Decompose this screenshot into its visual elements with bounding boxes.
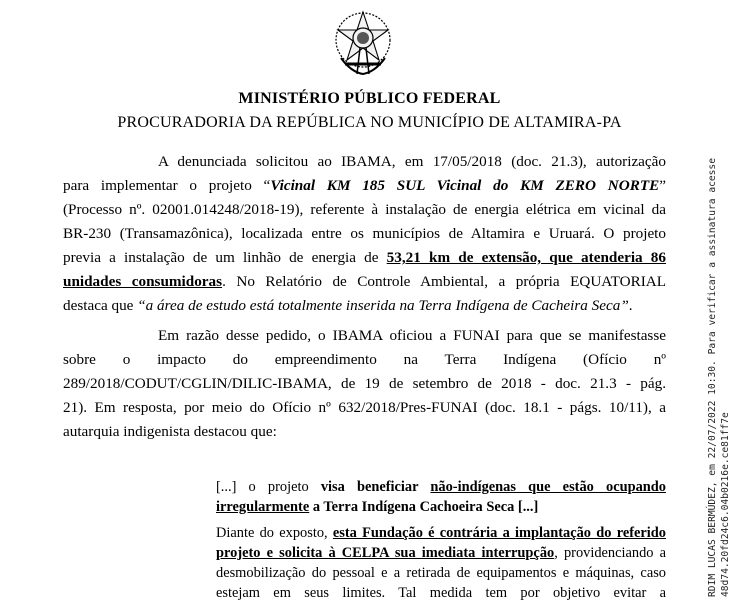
paragraph-2-line-2: sobre o impacto do empreendimento na Terra Indígena (Ofício nº bbox=[63, 351, 666, 368]
coat-of-arms-icon bbox=[327, 6, 399, 78]
paragraph-1-line-2: para implementar o projeto “Vicinal KM 185 SUL Vicinal do KM ZERO NORTE” bbox=[63, 177, 666, 194]
paragraph-1-line-5: previa a instalação de um linhão de energia de 53,21 km de extensão, que atenderia 86 bbox=[63, 249, 666, 266]
quote-line-5: desmobilização do pessoal e a retirada de equipamentos e máquinas, caso bbox=[216, 565, 666, 581]
paragraph-2-line-3: 289/2018/CODUT/CGLIN/DILIC-IBAMA, de 19 de setembro de 2018 - doc. 21.3 - pág. bbox=[63, 375, 666, 392]
quote-line-3: Diante do exposto, esta Fundação é contrária a implantação do referido bbox=[216, 525, 666, 541]
paragraph-1-line-3: (Processo nº. 02001.014248/2018-19), referente à instalação de energia elétrica em vicinal da bbox=[63, 201, 666, 218]
ministry-title: MINISTÉRIO PÚBLICO FEDERAL bbox=[238, 90, 501, 107]
paragraph-1-line-4: BR-230 (Transamazônica), localizada entre os municípios de Altamira e Uruará. O projeto bbox=[63, 225, 666, 242]
project-name: Vicinal KM 185 SUL Vicinal do KM ZERO NORTE bbox=[270, 177, 660, 194]
paragraph-2-line-5: autarquia indigenista destacou que: bbox=[63, 423, 277, 440]
quote-line-6: estejam em seus limites. Tal medida tem por objetivo evitar a bbox=[216, 585, 666, 601]
consumer-units-highlight: unidades consumidoras bbox=[63, 273, 223, 290]
report-quote: “a área de estudo está totalmente inserida na Terra Indígena de Cacheira Seca” bbox=[137, 297, 629, 314]
quote-line-1: [...] o projeto visa beneficiar não-indígenas que estão ocupando bbox=[216, 479, 666, 495]
paragraph-2-line-1: Em razão desse pedido, o IBAMA oficiou a FUNAI para que se manifestasse bbox=[158, 327, 666, 344]
quote-line-4: projeto e solicita à CELPA sua imediata interrupção, providenciando a bbox=[216, 545, 666, 561]
paragraph-1-line-1: A denunciada solicitou ao IBAMA, em 17/05/2018 (doc. 21.3), autorização bbox=[158, 153, 666, 170]
paragraph-1-line-7: destaca que “a área de estudo está totalmente inserida na Terra Indígena de Cacheira Seca”. bbox=[63, 297, 633, 314]
quote-line-2: irregularmente a Terra Indígena Cachoeira Seca [...] bbox=[216, 499, 539, 515]
paragraph-1-line-6: unidades consumidoras. No Relatório de Controle Ambiental, a própria EQUATORIAL bbox=[63, 273, 666, 290]
signature-verification-note: RDIM LUCAS BERMÚDEZ, em 22/07/2022 10:30. Para verificar a assinatura acesse 48d74.20fd24c6.04b0216e.ce81ff7e bbox=[707, 158, 731, 597]
line-extent-highlight: 53,21 km de extensão, que atenderia 86 bbox=[386, 249, 666, 266]
paragraph-2-line-4: 21). Em resposta, por meio do Ofício nº 632/2018/Pres-FUNAI (doc. 18.1 - págs. 10/11), a bbox=[63, 399, 666, 416]
office-subtitle: PROCURADORIA DA REPÚBLICA NO MUNICÍPIO DE ALTAMIRA-PA bbox=[117, 114, 622, 131]
